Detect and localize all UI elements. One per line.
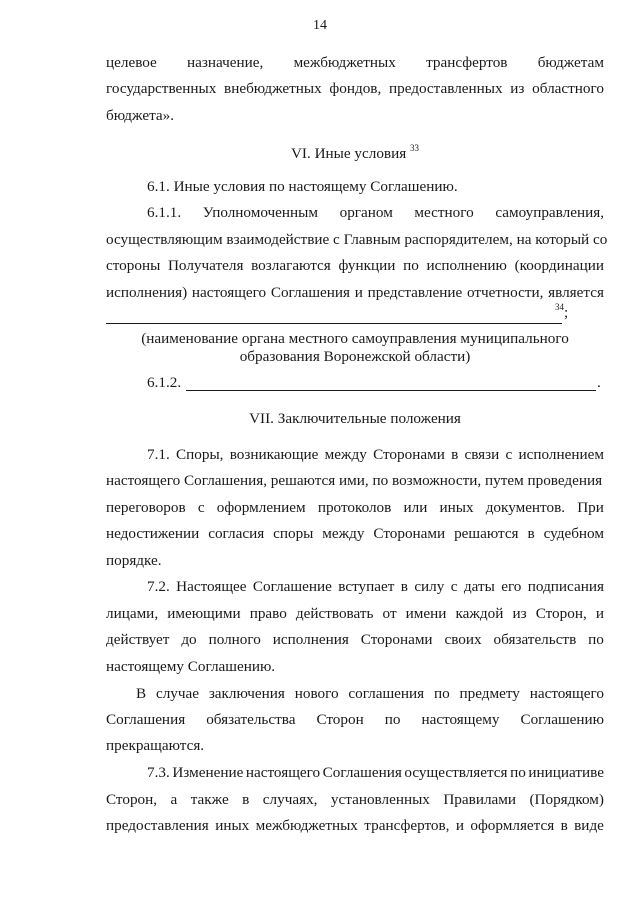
word: государственных (106, 80, 217, 97)
intro-line-3: бюджета». (106, 107, 175, 124)
word: по (384, 711, 401, 728)
word: обязательства (206, 711, 296, 728)
word: заключения (208, 685, 285, 702)
word: возникающие (229, 446, 319, 463)
word: исполнения) (106, 284, 188, 301)
word: Сторон, (106, 791, 158, 808)
clause-7-2-line-4: настоящему Соглашению. (106, 658, 276, 675)
word: нового (294, 685, 339, 702)
word: Получателя (167, 257, 244, 274)
word: право (249, 605, 287, 622)
word: его (501, 578, 522, 595)
clause-6-1-1-line-1 (147, 204, 604, 222)
word: своих (444, 631, 482, 648)
word: настоящего (529, 685, 604, 702)
word: местного (414, 204, 474, 221)
blank-caption-line-2: образования Воронежской области) (239, 348, 471, 365)
word: внебюджетных (224, 80, 322, 97)
word: Сторон, (535, 605, 587, 622)
word: соглашения (348, 685, 425, 702)
word: Сторонами (373, 446, 445, 463)
clause-6-1: 6.1. Иные условия по настоящему Соглашению. (147, 178, 458, 195)
blank-fill-line-authority (106, 323, 562, 324)
word: Соглашение (252, 578, 332, 595)
word: предмету (459, 685, 520, 702)
word: межбюджетных (293, 54, 396, 71)
word: действовать (295, 605, 374, 622)
word: настоящему (421, 711, 500, 728)
word: целевое (106, 54, 157, 71)
word: 7.2. (147, 578, 170, 595)
word: исполнением (518, 446, 604, 463)
word: предоставленных (388, 80, 503, 97)
word: иных (215, 817, 250, 834)
word: бюджетам (537, 54, 604, 71)
word: обязательств (493, 631, 577, 648)
word: с (197, 499, 205, 516)
word: 7.3. (147, 764, 170, 781)
word: из (510, 80, 525, 97)
word: силу (414, 578, 445, 595)
word: назначение, (187, 54, 264, 71)
clause-7-2-line-2 (106, 605, 604, 623)
word: подписания (527, 578, 604, 595)
word: между (322, 525, 365, 542)
word: также (190, 791, 229, 808)
section-6-title: VI. Иные условия (290, 145, 407, 162)
word: в (527, 525, 535, 542)
word: до (181, 631, 197, 648)
word: в (560, 817, 568, 834)
clause-6-1-2-end: . (597, 374, 601, 391)
clause-7-2b-line-2 (106, 711, 604, 729)
word: фондов, (329, 80, 382, 97)
word: по (588, 631, 604, 648)
word: с (450, 578, 458, 595)
word: В (136, 685, 147, 702)
clause-7-3-line-2 (106, 791, 604, 809)
word: споры (273, 525, 314, 542)
word: оформляется (470, 817, 555, 834)
word: или (403, 499, 428, 516)
word: Уполномоченным (202, 204, 318, 221)
word: (Порядком) (529, 791, 604, 808)
word: вступает (338, 578, 395, 595)
clause-6-1-1-line-4 (106, 284, 604, 302)
word: в (400, 578, 408, 595)
word: настоящего (245, 764, 321, 781)
section-6-heading (106, 145, 604, 163)
word: переговоров (106, 499, 186, 516)
intro-line-1 (106, 54, 604, 72)
word: самоуправления, (495, 204, 604, 221)
page-number: 14 (313, 18, 327, 33)
word: Сторонами (360, 631, 433, 648)
blank-caption-line-1: (наименование органа местного самоуправления муниципального (141, 330, 569, 347)
word: случаях, (262, 791, 318, 808)
word: полного (208, 631, 261, 648)
word: Правилами (443, 791, 517, 808)
word: предоставления (106, 817, 209, 834)
word: имени (405, 605, 447, 622)
footnote-ref-33: 33 (410, 143, 420, 153)
word: Изменение (172, 764, 244, 781)
word: функции (338, 257, 396, 274)
clause-7-3-line-3 (106, 817, 604, 835)
word: Настоящее (176, 578, 247, 595)
word: действует (106, 631, 170, 648)
word: отчетности, (466, 284, 544, 301)
clause-7-2b-line-1 (136, 685, 604, 703)
word: представление (367, 284, 463, 301)
word: настоящего (191, 284, 267, 301)
word: Сторон (316, 711, 364, 728)
word: в (451, 446, 459, 463)
word: даты (463, 578, 495, 595)
clause-7-3-line-1 (147, 764, 604, 782)
clause-7-1-line-4 (106, 525, 604, 543)
word: исполнения (272, 631, 349, 648)
word: связи (464, 446, 500, 463)
word: каждой (455, 605, 504, 622)
footnote-ref-34-wrap (555, 304, 568, 322)
word: органом (339, 204, 393, 221)
word: Споры, (176, 446, 224, 463)
word: имеющими (167, 605, 241, 622)
word: от (382, 605, 397, 622)
clause-7-1-line-2: настоящего Соглашения, решаются ими, по возможности, путем проведения (106, 472, 603, 489)
word: и (354, 284, 363, 301)
semicolon: ; (564, 304, 569, 321)
word: и (455, 817, 464, 834)
word: Соглашения (270, 284, 351, 301)
word: с (505, 446, 513, 463)
word: Соглашения (322, 764, 402, 781)
word: судебном (543, 525, 604, 542)
word: Сторонами (373, 525, 446, 542)
word: лицами, (106, 605, 159, 622)
word: При (577, 499, 604, 516)
intro-line-2 (106, 80, 604, 98)
word: оформлением (216, 499, 306, 516)
blank-fill-line-6-1-2 (186, 390, 596, 391)
footnote-ref-34: 34 (555, 302, 564, 312)
word: межбюджетных (255, 817, 358, 834)
section-7-title: VII. Заключительные положения (249, 410, 461, 427)
word: решаются (454, 525, 519, 542)
clause-7-2-line-3 (106, 631, 604, 649)
word: установленных (330, 791, 430, 808)
word: 6.1.1. (147, 204, 182, 221)
word: случае (155, 685, 199, 702)
word: между (324, 446, 367, 463)
word: в (242, 791, 250, 808)
word: согласия (208, 525, 265, 542)
clause-7-2-line-1 (147, 578, 604, 596)
clause-7-1-line-1 (147, 446, 604, 464)
word: стороны (106, 257, 161, 274)
word: и (595, 605, 604, 622)
word: по (433, 685, 450, 702)
word: протоколов (317, 499, 392, 516)
clause-7-1-line-5: порядке. (106, 552, 162, 569)
clause-6-1-1-line-2: осуществляющим взаимодействие с Главным распорядителем, на который со (106, 231, 608, 248)
clause-6-1-2-number: 6.1.2. (147, 374, 182, 391)
clause-7-1-line-3 (106, 499, 604, 517)
word: исполнению (426, 257, 507, 274)
word: а (170, 791, 178, 808)
word: трансфертов (426, 54, 508, 71)
word: недостижении (106, 525, 200, 542)
word: 7.1. (147, 446, 170, 463)
word: областного (532, 80, 604, 97)
clause-6-1-1-line-3 (106, 257, 604, 275)
word: из (512, 605, 527, 622)
word: (координации (514, 257, 604, 274)
word: Соглашению (520, 711, 604, 728)
word: документов. (485, 499, 566, 516)
word: иных (439, 499, 474, 516)
word: осуществляется (404, 764, 508, 781)
word: трансфертов, (364, 817, 450, 834)
word: по (510, 764, 526, 781)
word: инициативе (528, 764, 604, 781)
word: Соглашения (106, 711, 186, 728)
word: возлагаются (251, 257, 331, 274)
word: по (403, 257, 419, 274)
word: является (548, 284, 604, 301)
word: виде (574, 817, 604, 834)
clause-7-2b-line-3: прекращаются. (106, 737, 205, 754)
